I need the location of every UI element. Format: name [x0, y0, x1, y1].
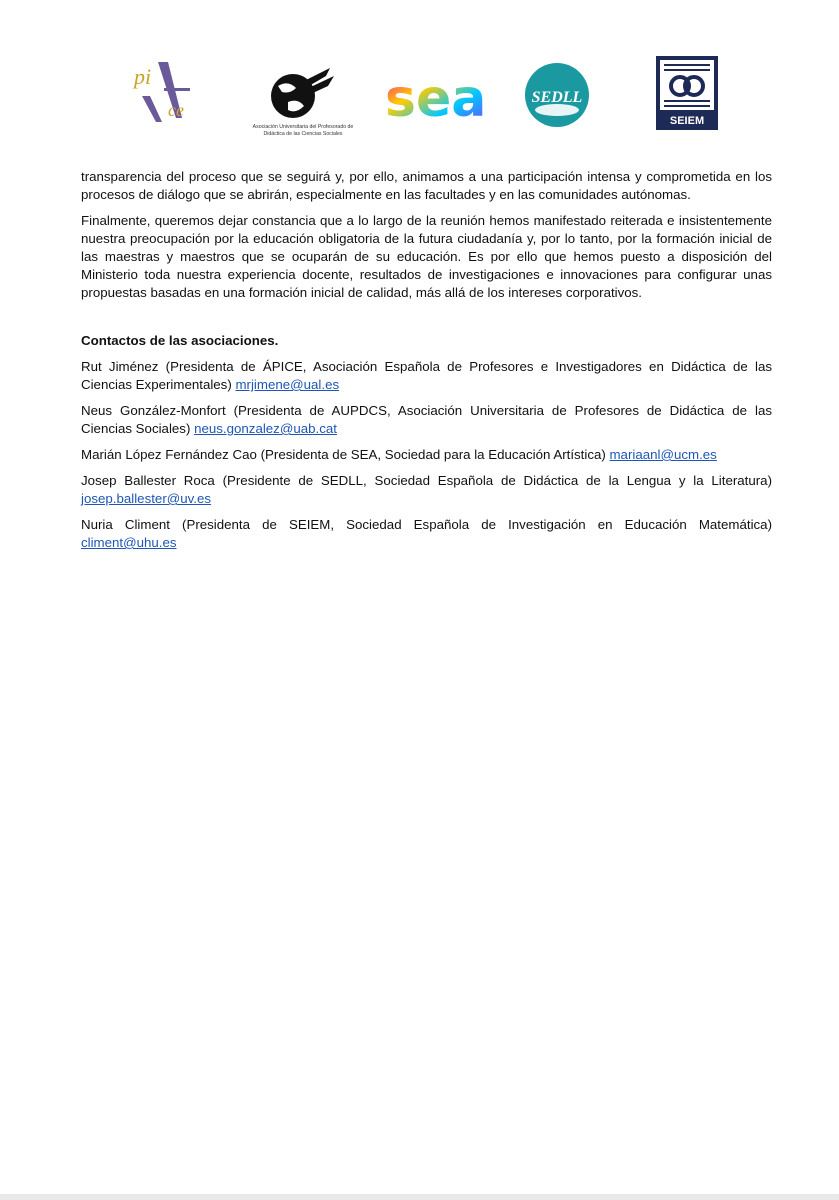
sedll-logo — [524, 62, 590, 128]
sea-logo — [383, 60, 487, 130]
paragraph-2: Finalmente, queremos dejar constancia que a lo largo de la reunión hemos manifestado reiterada e insistentemente nuestra preocupación por la educación obligatoria de la futura ciudadanía y, por lo tanto, por la formación inicial de las maestras y maestros que se ocuparán de su educación. Es por ello que hemos puesto a disposición del Ministerio toda nuestra experiencia docente, resultados de investigaciones e innovaciones para configurar unas propuestas basadas en una formación inicial de calidad, más allá de los intereses corporativos. — [81, 213, 772, 300]
contact-email-link[interactable]: neus.gonzalez@uab.cat — [194, 421, 337, 436]
contact-email-link[interactable]: climent@uhu.es — [81, 535, 177, 550]
contact-item — [81, 446, 772, 464]
aupdcs-logo — [238, 64, 368, 140]
page-bottom-edge — [0, 1194, 839, 1200]
contacts-heading: Contactos de las asociaciones. — [81, 333, 279, 348]
contact-item — [81, 402, 772, 438]
contact-text: Josep Ballester Roca (Presidente de SEDLL, Sociedad Española de Didáctica de la Lengua y la Literatura) — [81, 473, 772, 488]
contact-email-link[interactable]: mrjimene@ual.es — [235, 377, 340, 392]
sedll-logo-text: SEDLL — [531, 89, 583, 106]
apice-logo-text-bottom: ce — [168, 100, 184, 120]
seiem-logo-text: SEIEM — [669, 115, 705, 127]
contact-email-link[interactable]: mariaanl@ucm.es — [609, 447, 717, 462]
contact-item — [81, 358, 772, 394]
contact-email-link[interactable]: josep.ballester@uv.es — [81, 491, 212, 506]
contact-item — [81, 516, 772, 552]
aupdcs-caption-line2: Didáctica de las Ciencias Sociales — [263, 131, 343, 137]
document-body — [81, 168, 772, 560]
seiem-logo — [656, 56, 718, 130]
sea-logo-text: sea — [385, 69, 487, 129]
apice-logo — [128, 58, 200, 126]
contact-text: Rut Jiménez (Presidenta de ÁPICE, Asociación Española de Profesores e Investigadores en Didáctica de las Ciencias Experimentales) — [81, 359, 772, 392]
contact-text: Marián López Fernández Cao (Presidenta de SEA, Sociedad para la Educación Artística) — [81, 447, 610, 462]
paragraph-1: transparencia del proceso que se seguirá y, por ello, animamos a una participación intensa y comprometida en los procesos de diálogo que se abrirán, especialmente en las facultades y en las comunidades autónomas. — [81, 169, 772, 202]
aupdcs-caption-line1: Asociación Universitaria del Profesorado de — [252, 124, 354, 130]
contact-text: Nuria Climent (Presidenta de SEIEM, Sociedad Española de Investigación en Educación Matemática) — [81, 517, 772, 532]
contact-item — [81, 472, 772, 508]
apice-logo-text-top: pi — [134, 64, 152, 89]
contact-text: Neus González-Monfort (Presidenta de AUPDCS, Asociación Universitaria de Profesores de Didáctica de las Ciencias Sociales) — [81, 403, 772, 436]
